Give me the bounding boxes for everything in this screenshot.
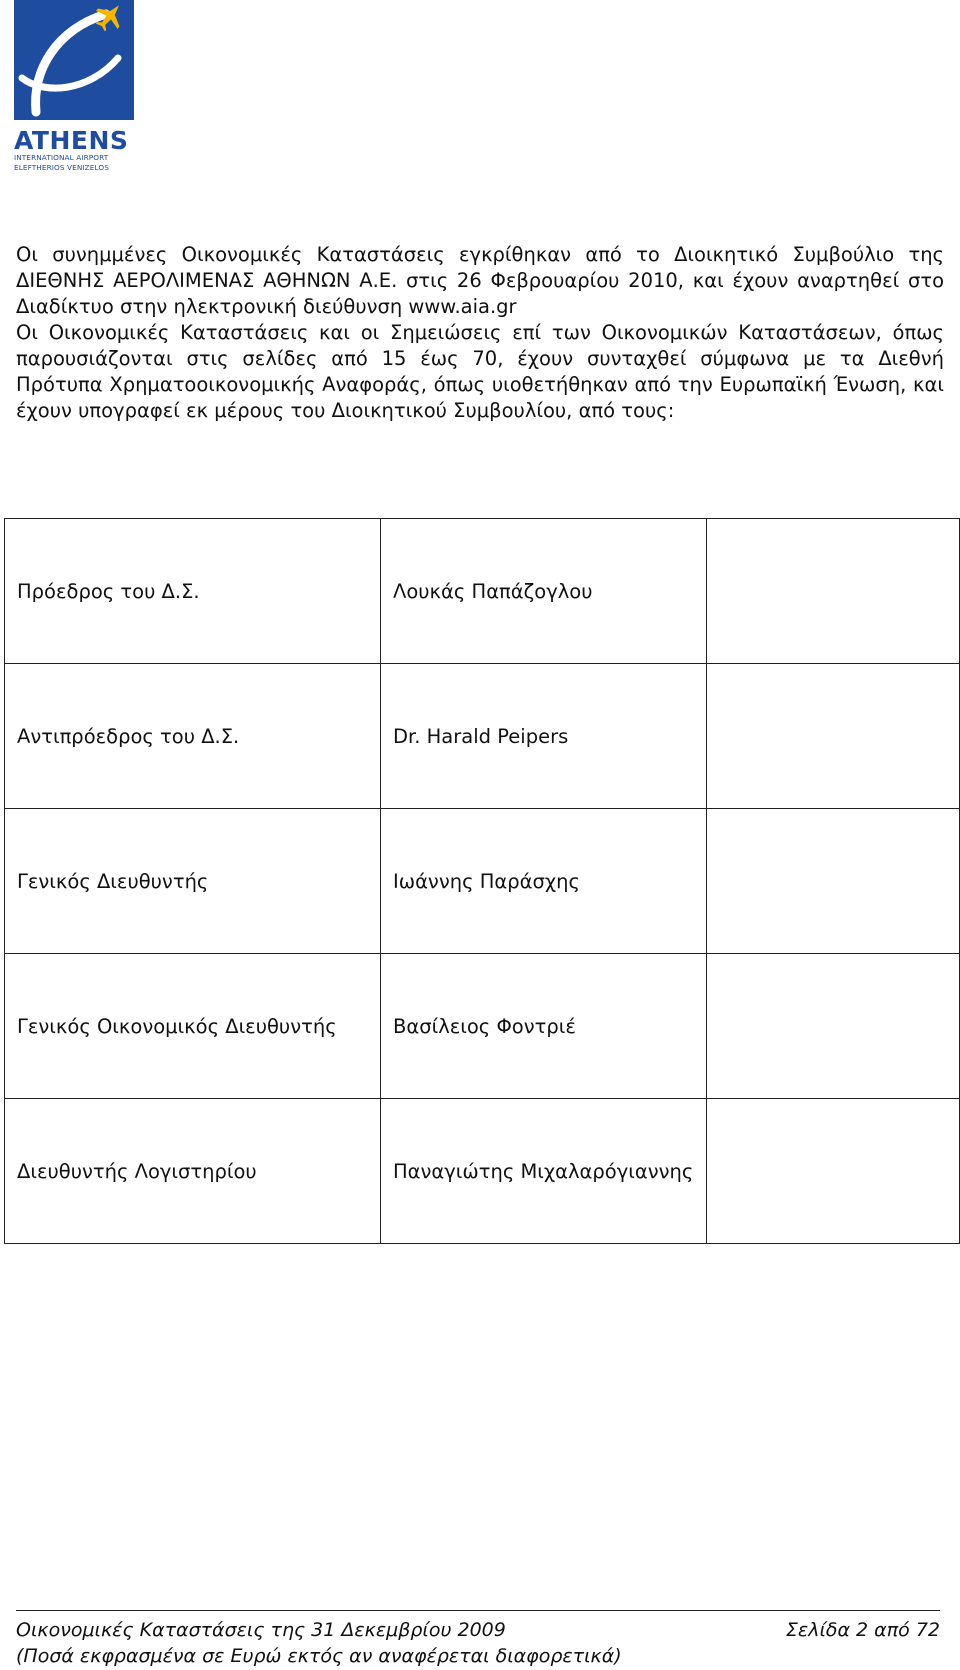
signatory-role: Διευθυντής Λογιστηρίου [5,1099,381,1244]
signature-cell [707,519,960,664]
signature-cell [707,1099,960,1244]
page-footer [16,1610,940,1669]
signatories-table [4,518,960,1244]
signatory-role: Αντιπρόεδρος του Δ.Σ. [5,664,381,809]
signature-cell [707,954,960,1099]
footer-title: Οικονομικές Καταστάσεις της 31 Δεκεμβρίου 2009 [16,1619,506,1641]
page-number: Σελίδα 2 από 72 [785,1619,940,1641]
signature-cell [707,809,960,954]
table-row [5,954,960,1099]
signatory-name: Παναγιώτης Μιχαλαρόγιαννης [381,1099,707,1244]
footer-note: (Ποσά εκφρασμένα σε Ευρώ εκτός αν αναφέρεται διαφορετικά) [16,1645,622,1667]
signatory-name: Βασίλειος Φοντριέ [381,954,707,1099]
signatory-name: Dr. Harald Peipers [381,664,707,809]
table-row [5,1099,960,1244]
logo-subtitle-1: INTERNATIONAL AIRPORT [14,153,109,162]
signatory-role: Γενικός Διευθυντής [5,809,381,954]
signatory-name: Ιωάννης Παράσχης [381,809,707,954]
table-row [5,519,960,664]
signatory-name: Λουκάς Παπάζογλου [381,519,707,664]
logo-subtitle-2: ELEFTHERIOS VENIZELOS [14,163,109,172]
intro-text [16,242,944,424]
logo-wordmark: ATHENS [14,126,129,155]
table-row [5,809,960,954]
athens-airport-logo [14,0,134,175]
signature-cell [707,664,960,809]
table-row [5,664,960,809]
signature-paragraph: Οι Οικονομικές Καταστάσεις και οι Σημειώσεις επί των Οικονομικών Καταστάσεων, όπως παρουσιάζονται στις σελίδες από 15 έως 70, έχουν συνταχθεί σύμφωνα με τα Διεθνή Πρότυπα Χρηματοοικονομικής Αναφοράς, όπως υιοθετήθηκαν από την Ευρωπαϊκή Ένωση, και έχουν υπογραφεί εκ μέρους του Διοικητικού Συμβουλίου, από τους: [16,321,944,422]
logo-emblem [14,0,134,120]
signatory-role: Πρόεδρος του Δ.Σ. [5,519,381,664]
signatory-role: Γενικός Οικονομικός Διευθυντής [5,954,381,1099]
airplane-swoosh-icon [14,0,134,120]
approval-paragraph: Οι συνημμένες Οικονομικές Καταστάσεις εγκρίθηκαν από το Διοικητικό Συμβούλιο της ΔΙΕΘΝΗΣ ΑΕΡΟΛΙΜΕΝΑΣ ΑΘΗΝΩΝ Α.Ε. στις 26 Φεβρουαρίου 2010, και έχουν αναρτηθεί στο Διαδίκτυο στην ηλεκτρονική διεύθυνση www.aia.gr [16,243,944,318]
